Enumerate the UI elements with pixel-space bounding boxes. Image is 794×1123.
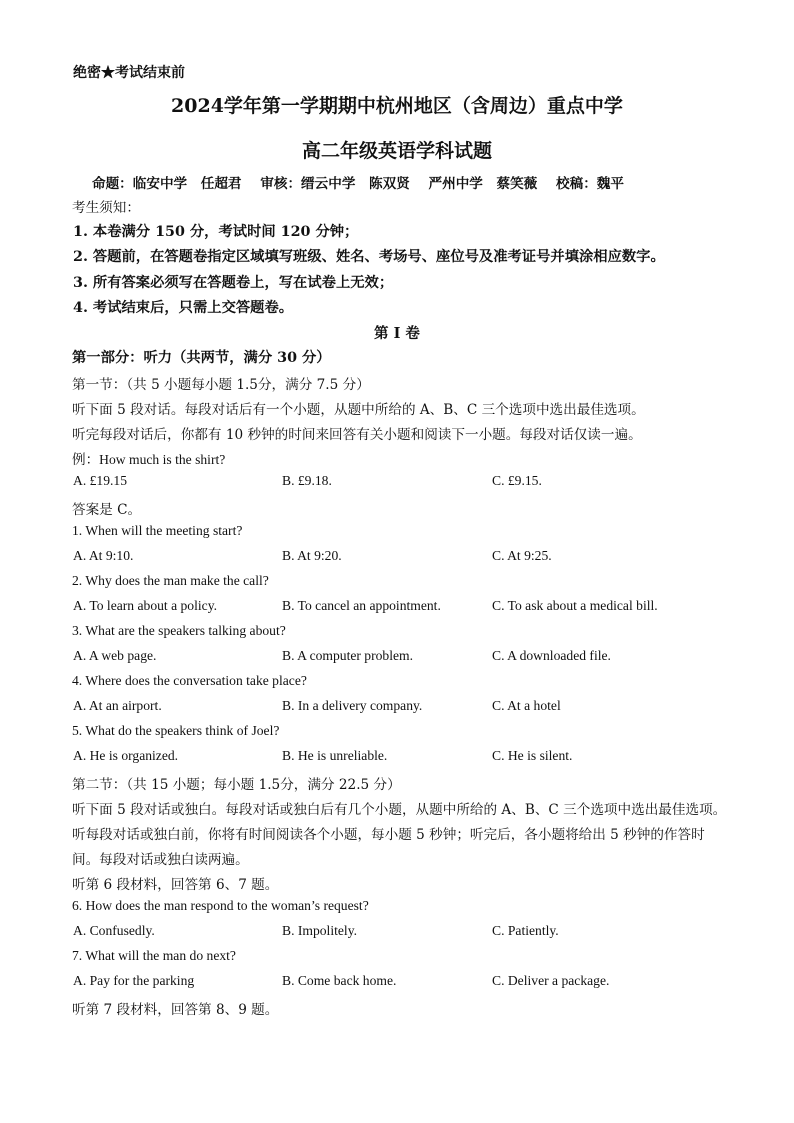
option-a: A. At an airport. bbox=[73, 698, 162, 713]
example-option-a: A. £19.15 bbox=[73, 473, 127, 488]
author-setter: 命题：临安中学 任超君 bbox=[92, 176, 242, 192]
question-text: 7. What will the man do next? bbox=[72, 948, 236, 963]
option-b: B. Come back home. bbox=[282, 973, 397, 988]
confidential-label: 绝密★考试结束前 bbox=[73, 65, 185, 81]
section2-instruction: 听下面 5 段对话或独白。每段对话或独白后有几个小题，从题中所给的 A、B、C 三个选项中选出最佳选项。 bbox=[72, 802, 727, 818]
group-heading: 听第 7 段材料，回答第 8、9 题。 bbox=[72, 1002, 279, 1018]
section2-heading: 第二节：（共 15 小题；每小题 1.5分，满分 22.5 分） bbox=[72, 777, 401, 793]
section1-instruction: 听下面 5 段对话。每段对话后有一个小题，从题中所给的 A、B、C 三个选项中选出最佳选项。 bbox=[72, 402, 645, 418]
option-a: A. To learn about a policy. bbox=[73, 598, 218, 613]
option-a: A. At 9:10. bbox=[73, 548, 134, 563]
option-c: C. Deliver a package. bbox=[492, 973, 610, 988]
option-b: B. To cancel an appointment. bbox=[282, 598, 441, 613]
question-text: 5. What do the speakers think of Joel? bbox=[72, 723, 280, 738]
example-answer: 答案是 C。 bbox=[72, 502, 142, 518]
exam-title: 2024学年第一学期期中杭州地区（含周边）重点中学 bbox=[171, 95, 623, 117]
author-proofreader: 校稿：魏平 bbox=[556, 176, 624, 192]
question-text: 2. Why does the man make the call? bbox=[72, 573, 269, 588]
option-a: A. Pay for the parking bbox=[73, 973, 195, 988]
author-reviewer-1: 审核：缙云中学 陈双贤 bbox=[260, 176, 410, 192]
option-a: A. Confusedly. bbox=[73, 923, 155, 938]
question-text: 3. What are the speakers talking about? bbox=[72, 623, 286, 638]
option-c: C. Patiently. bbox=[492, 923, 559, 938]
option-b: B. A computer problem. bbox=[282, 648, 414, 663]
option-c: C. He is silent. bbox=[492, 748, 573, 763]
option-a: A. He is organized. bbox=[73, 748, 179, 763]
question-text: 4. Where does the conversation take place? bbox=[72, 673, 307, 688]
option-c: C. At a hotel bbox=[492, 698, 561, 713]
section1-instruction: 听完每段对话后，你都有 10 秒钟的时间来回答有关小题和阅读下一小题。每段对话仅读一遍。 bbox=[72, 427, 642, 443]
section2-instruction: 间。每段对话或独白读两遍。 bbox=[72, 852, 249, 868]
notice-rule: 4. 考试结束后，只需上交答题卷。 bbox=[73, 300, 294, 316]
example-option-c: C. £9.15. bbox=[492, 473, 542, 488]
example-question: 例：How much is the shirt? bbox=[72, 452, 226, 467]
notice-heading: 考生须知： bbox=[72, 200, 140, 216]
option-b: B. At 9:20. bbox=[282, 548, 342, 563]
notice-rule: 3. 所有答案必须写在答题卷上，写在试卷上无效； bbox=[73, 275, 394, 291]
option-b: B. He is unreliable. bbox=[282, 748, 388, 763]
notice-rule: 1. 本卷满分 150 分，考试时间 120 分钟； bbox=[73, 224, 359, 240]
example-option-b: B. £9.18. bbox=[282, 473, 332, 488]
section2-instruction: 听每段对话或独白前，你将有时间阅读各个小题，每小题 5 秒钟；听完后，各小题将给出 5 秒钟的作答时 bbox=[72, 827, 705, 843]
question-text: 6. How does the man respond to the woman’s request? bbox=[72, 898, 369, 913]
author-reviewer-2: 严州中学 蔡笑薇 bbox=[428, 176, 538, 192]
option-b: B. In a delivery company. bbox=[282, 698, 423, 713]
group-heading: 听第 6 段材料，回答第 6、7 题。 bbox=[72, 877, 279, 893]
volume-label: 第 I 卷 bbox=[374, 325, 420, 342]
part1-heading: 第一部分：听力（共两节，满分 30 分） bbox=[72, 350, 331, 366]
question-text: 1. When will the meeting start? bbox=[72, 523, 243, 538]
exam-subtitle: 高二年级英语学科试题 bbox=[301, 140, 492, 162]
notice-rule: 2. 答题前，在答题卷指定区域填写班级、姓名、考场号、座位号及准考证号并填涂相应数字。 bbox=[73, 249, 665, 265]
option-a: A. A web page. bbox=[73, 648, 157, 663]
option-c: C. At 9:25. bbox=[492, 548, 552, 563]
option-c: C. To ask about a medical bill. bbox=[492, 598, 658, 613]
authors-line bbox=[92, 172, 638, 192]
section1-heading: 第一节：（共 5 小题每小题 1.5分，满分 7.5 分） bbox=[72, 377, 370, 393]
option-b: B. Impolitely. bbox=[282, 923, 358, 938]
option-c: C. A downloaded file. bbox=[492, 648, 611, 663]
